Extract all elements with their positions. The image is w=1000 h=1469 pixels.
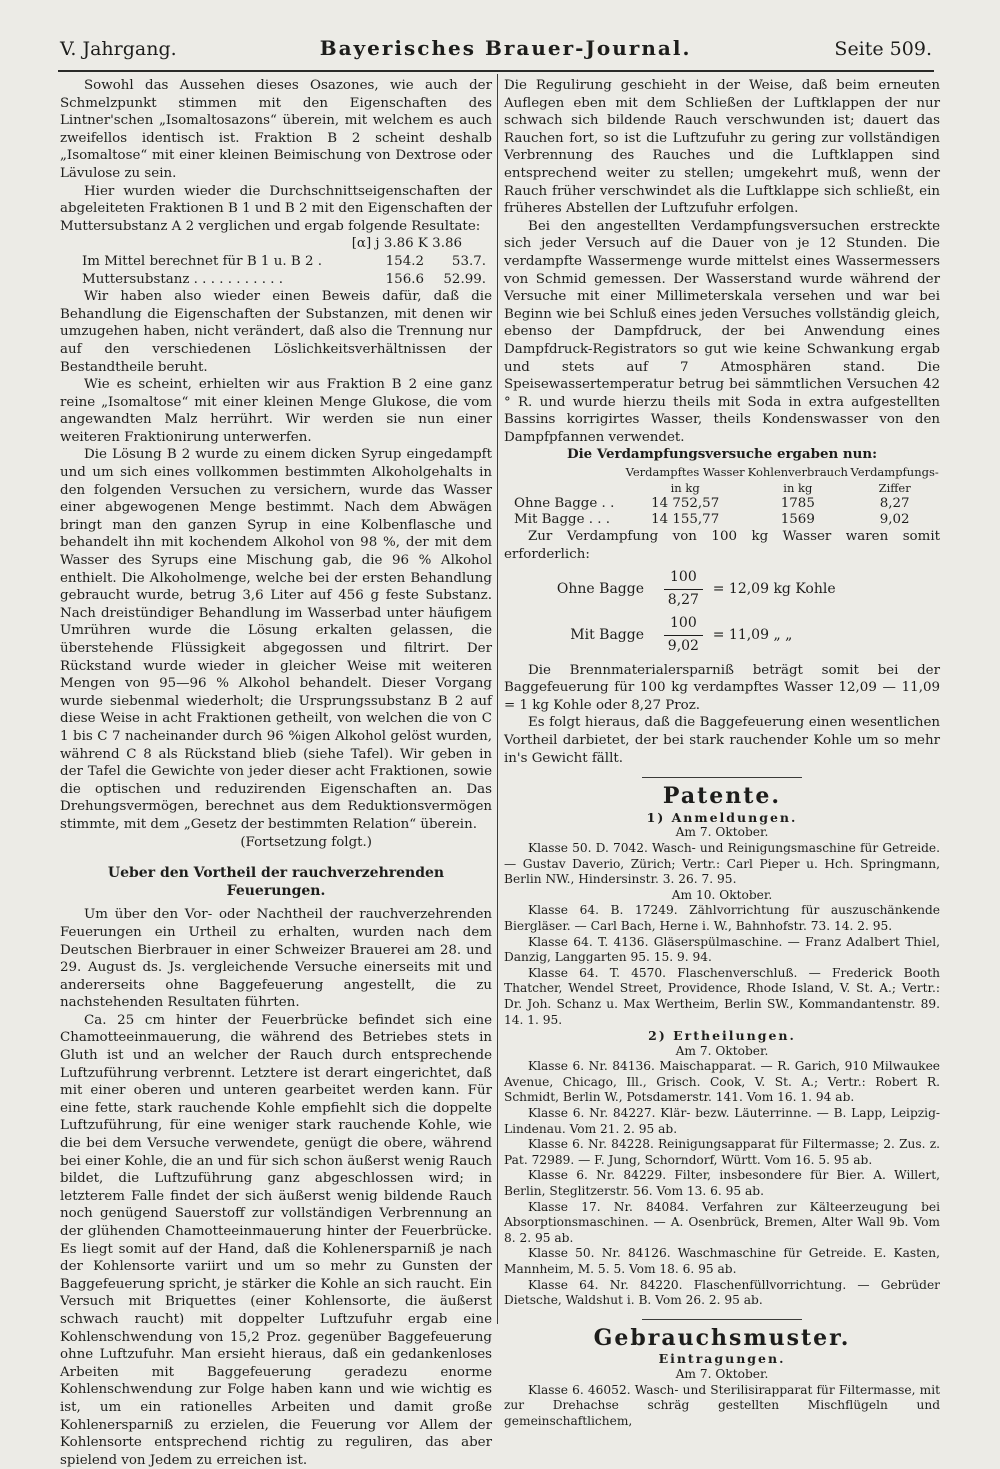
patent-entry: Klasse 6. Nr. 84228. Reinigungsapparat für Filtermasse; 2. Zus. z. Pat. 72989. — F. Jung, Schorndorf, Württ. Vom 16. 5. 95 ab.	[504, 1137, 940, 1167]
denominator: 8,27	[667, 591, 699, 608]
article-title: Ueber den Vortheil der rauchverzehrenden Feuerungen.	[107, 865, 445, 899]
table-row	[504, 512, 940, 528]
results-alpha: 156.6	[385, 271, 424, 287]
fraction	[664, 569, 703, 609]
page-header	[60, 36, 932, 66]
results-alpha: 154.2	[385, 253, 424, 269]
utility-models-heading: Gebrauchsmuster.	[593, 1324, 851, 1351]
results-row	[60, 253, 492, 271]
formula-label: Mit Bagge	[570, 626, 644, 643]
utility-models-section	[504, 1351, 940, 1429]
numerator: 100	[664, 569, 703, 590]
paragraph: Die Regulirung geschieht in der Weise, daß beim erneuten Auflegen eben mit dem Schließen der Luftklappen der nur schwach sich bildende Rauch verschwunden ist; dauert das Rauchen fort, so ist die Luftzufuhr zu gering zur vollständigen Verbrennung des Rauches und die Luftklappen sind entsprechend weiter zu stellen; umgekehrt muß, wenn der Rauch früher verschwindet als die Luftklappe sich schließt, ein früheres Abstellen der Luftzufuhr erfolgen.	[504, 78, 940, 217]
patent-entry: Klasse 50. Nr. 84126. Waschmaschine für Getreide. E. Kasten, Mannheim, M. 5. 5. Vom 18. 6. 95 ab.	[504, 1246, 940, 1276]
paragraph: Ca. 25 cm hinter der Feuerbrücke befindet sich eine Chamotteeinmauerung, die während des Betriebes stets in Gluth ist und an welcher der Rauch durch entsprechende Luftzuführung verbrennt. Letztere ist derart eingerichtet, daß mit einer oberen und unteren gearbeitet werden kann. Für eine fette, stark rauchende Kohle empfiehlt sich die doppelte Luftzuführung, für eine weniger stark rauchende Kohle, wie die bei dem Versuche verwendete, genügt die obere, während bei einer Kohle, die an und für sich schon äußerst wenig Rauch bildet, die Luftzuführung ganz abgeschlossen wird; in letzterem Falle findet der sich äußerst wenig bildende Rauch noch genügend Sauerstoff zur vollständigen Verbrennung an der glühenden Chamotteeinmauerung hinter der Feuerbrücke. Es liegt somit auf der Hand, daß die Kohlenersparniß je nach der Kohlensorte variirt und um so mehr zu Gunsten der Baggefeuerung spricht, je stärker die Kohle an sich raucht. Ein Versuch mit Briquettes (einer Kohlensorte, die äußerst schwach raucht) mit doppelter Luftzufuhr ergab eine Kohlenschwendung von 15,2 Proz. gegenüber Baggefeuerung ohne Luftzufuhr. Man ersieht hieraus, daß ein gedankenloses Arbeiten mit Baggefeuerung geradezu enorme Kohlenschwendung zur Folge haben kann und wie wichtig es ist, um ein rationelles Arbeiten und damit große Kohlenersparniß zu erzielen, die Feuerung vor Allem der Kohlensorte entsprechend richtig zu reguliren, das aber spielend von Jedem zu erreichen ist.	[60, 1012, 492, 1468]
patent-entry: Klasse 17. Nr. 84084. Verfahren zur Kälteerzeugung bei Absorptionsmaschinen. — A. Osenbrück, Bremen, Alter Wall 9b. Vom 8. 2. 95 ab.	[504, 1199, 940, 1245]
fraction	[664, 615, 703, 655]
applications-heading: 1) Anmeldungen.	[646, 809, 798, 825]
paragraph: Zur Verdampfung von 100 kg Wasser waren somit erforderlich:	[504, 529, 940, 562]
column-header: Verdampfungs-	[850, 465, 939, 480]
column-header: Ziffer	[878, 481, 911, 496]
patent-entry: Klasse 6. Nr. 84227. Klär- bezw. Läuterrinne. — B. Lapp, Leipzig-Lindenau. Vom 21. 2. 95 ab.	[504, 1106, 940, 1136]
continuation-note: (Fortsetzung folgt.)	[240, 834, 372, 850]
date-line: Am 7. Oktober.	[675, 825, 769, 840]
right-column	[504, 77, 940, 1429]
ratio-value: 8,27	[879, 496, 910, 512]
formula-result: = 12,09 kg Kohle	[712, 580, 836, 597]
grants-heading: 2) Ertheilungen.	[648, 1028, 796, 1044]
date-line: Am 7. Oktober.	[675, 1366, 769, 1381]
ratio-value: 9,02	[879, 512, 910, 528]
formula-label: Ohne Bagge	[556, 580, 644, 597]
coal-value: 1569	[780, 512, 815, 528]
formula-result: = 11,09 „ „	[712, 626, 793, 643]
numerator: 100	[664, 615, 703, 636]
section-divider	[642, 1319, 802, 1320]
patent-entry: Klasse 64. B. 17249. Zählvorrichtung für auszuschänkende Biergläser. — Carl Bach, Herne i. W., Bahnhofstr. 73. 14. 2. 95.	[504, 903, 940, 933]
paragraph: Es folgt hieraus, daß die Baggefeuerung einen wesentlichen Vortheil darbietet, der bei stark rauchender Kohle um so mehr in's Gewicht fällt.	[504, 715, 940, 766]
formula-with-bagge	[504, 615, 940, 655]
coal-value: 1785	[780, 496, 815, 512]
results-header: [α] j 3.86 K 3.86	[351, 236, 462, 252]
paragraph: Bei den angestellten Verdampfungsversuchen erstreckte sich jeder Versuch auf die Dauer von je 12 Stunden. Die verdampfte Wassermenge wurde mittelst eines Wassermessers von Schmid gemessen. Der Wasserstand wurde während der Versuche mit einer Millimeterskala versehen und war bei Beginn wie bei Schluß eines jeden Versuches vollständig gleich, ebenso der Dampfdruck, der bei Anwendung eines Dampfdruck-Registrators so gut wie keine Schwankung ergab und stets auf 7 Atmosphären stand. Die Speisewassertemperatur betrug bei sämmtlichen Versuchen 42 ° R. und wurde hierzu theils mit Soda in extra aufgestellten Bassins korrigirtes Wasser, theils Kondenswasser von den Dampfpfannen verwendet.	[504, 218, 940, 445]
paragraph: Um über den Vor- oder Nachtheil der rauchverzehrenden Feuerungen ein Urtheil zu erhalten, wurden nach dem Deutschen Bierbrauer in einer Schweizer Brauerei am 28. und 29. August ds. Js. vergleichende Versuche einerseits mit und andererseits ohne Baggefeuerung angestellt, die zu nachstehenden Resultaten führten.	[60, 907, 492, 1011]
paragraph: Die Lösung B 2 wurde zu einem dicken Syrup eingedampft und um sich eines vollkommen bestimmten Alkoholgehalts in den folgenden Versuchen zu versichern, wurde das Wasser einer abgewogenen Menge bestimmt. Nach dem Abwägen bringt man den ganzen Syrup in eine Kolbenflasche und behandelt ihn mit kochendem Alkohol von 98 %, der mit dem Wasser des Syrups eine Mischung gab, die 96 % Alkohol enthielt. Die Alkoholmenge, welche bei der ersten Behandlung gebraucht wurde, betrug 3,6 Liter auf 456 g feste Substanz. Nach dreistündiger Behandlung im Wasserbad unter häufigem Umrühren wurde die Lösung erkalten gelassen, die überstehende Flüssigkeit abgegossen und filtrirt. Der Rückstand wurde wieder in gleicher Weise mit weiteren Mengen von 95—96 % Alkohol behandelt. Dieser Vorgang wurde siebenmal wiederholt; die Ursprungssubstanz B 2 auf diese Weise in acht Fraktionen getheilt, von welchen die von C 1 bis C 7 nacheinander durch 96 %igen Alkohol gelöst wurden, während C 8 als Rückstand blieb (siehe Tafel). Wir geben in der Tafel die Gewichte von jeder dieser acht Fraktionen, sowie die optischen und reduzirenden Eigenschaften an. Das Drehungsvermögen, berechnet aus dem Reduktionsvermögen stimmte, mit dem „Gesetz der bestimmten Relation“ überein.	[60, 447, 492, 832]
column-header: Verdampftes Wasser	[625, 465, 745, 480]
paragraph: Wie es scheint, erhielten wir aus Fraktion B 2 eine ganz reine „Isomaltose“ mit einer kleinen Menge Glukose, die vom angewandten Malz herrührt. Wir werden sie nun einer weiteren Fraktionirung unterwerfen.	[60, 377, 492, 445]
paragraph: Sowohl das Aussehen dieses Osazones, wie auch der Schmelzpunkt stimmen mit den Eigenschaften des Lintner'schen „Isomaltosazons“ überein, mit welchem es auch zweifellos identisch ist. Fraktion B 2 scheint deshalb „Isomaltose“ mit einer kleinen Beimischung von Dextrose oder Lävulose zu sein.	[60, 78, 492, 181]
table-row	[504, 496, 940, 512]
column-divider	[497, 74, 498, 1324]
column-header: in kg	[783, 481, 813, 496]
left-column	[60, 77, 492, 1469]
volume-label: V. Jahrgang.	[60, 38, 177, 60]
patent-entry: Klasse 50. D. 7042. Wasch- und Reinigungsmaschine für Getreide. — Gustav Daverio, Zürich; Vertr.: Carl Pieper u. Hch. Springmann, Berlin NW., Hindersinstr. 3. 26. 7. 95.	[504, 840, 940, 887]
header-rule	[58, 70, 934, 72]
results-row	[60, 271, 492, 289]
water-value: 14 155,77	[651, 512, 720, 528]
paragraph: Die Brennmaterialersparniß beträgt somit bei der Baggefeuerung für 100 kg verdampftes Wasser 12,09 — 11,09 = 1 kg Kohle oder 8,27 Proz.	[504, 662, 940, 713]
paragraph: Wir haben also wieder einen Beweis dafür, daß die Behandlung die Eigenschaften der Substanzen, mit denen wir umzugehen haben, nicht verändert, daß also die Trennung nur auf den verschiedenen Löslichkeitsverhältnissen der Bestandtheile beruht.	[60, 289, 492, 375]
patent-entry: Klasse 64. T. 4570. Flaschenverschluß. — Frederick Booth Thatcher, Wendel Street, Providence, Rhode Island, V. St. A.; Vertr.: Dr. Joh. Schanz u. Max Wertheim, Berlin SW., Kommandantenstr. 89. 14. 1. 95.	[504, 965, 940, 1027]
paragraph: Hier wurden wieder die Durchschnittseigenschaften der abgeleiteten Fraktionen B 1 und B 2 mit den Eigenschaften der Muttersubstanz A 2 verglichen und ergab folgende Resultate:	[60, 183, 492, 234]
journal-title: Bayerisches Brauer-Journal.	[319, 36, 692, 60]
evaporation-table-title: Die Verdampfungsversuche ergaben nun:	[566, 446, 878, 463]
results-k: 52.99.	[443, 271, 486, 287]
section-divider	[642, 777, 802, 778]
formula-without-bagge	[504, 569, 940, 609]
patent-entry: Klasse 64. Nr. 84220. Flaschenfüllvorrichtung. — Gebrüder Dietsche, Waldshut i. B. Vom 26. 2. 95 ab.	[504, 1277, 940, 1308]
column-header: in kg	[670, 481, 700, 496]
date-line: Am 7. Oktober.	[675, 1043, 769, 1058]
results-label: Muttersubstanz . . . . . . . . . . .	[82, 271, 284, 287]
water-value: 14 752,57	[651, 496, 720, 512]
row-label: Mit Bagge . . .	[514, 512, 611, 528]
page-number: Seite 509.	[834, 38, 932, 60]
utility-model-entry: Klasse 6. 46052. Wasch- und Sterilisirapparat für Filtermasse, mit zur Drehachse schräg gestellten Mischflügeln und gemeinschaftlichem,	[504, 1382, 940, 1428]
date-line: Am 10. Oktober.	[671, 887, 773, 902]
results-k: 53.7.	[451, 253, 486, 269]
results-label: Im Mittel berechnet für B 1 u. B 2 .	[82, 253, 322, 269]
denominator: 9,02	[667, 638, 699, 655]
row-label: Ohne Bagge . .	[514, 496, 615, 512]
column-header: Kohlenverbrauch	[747, 465, 848, 480]
patent-entry: Klasse 6. Nr. 84229. Filter, insbesondere für Bier. A. Willert, Berlin, Steglitzerstr. 56. Vom 13. 6. 95 ab.	[504, 1168, 940, 1199]
patents-section	[504, 810, 940, 1309]
registrations-heading: Eintragungen.	[658, 1351, 786, 1367]
patents-heading: Patente.	[662, 783, 782, 810]
patent-entry: Klasse 64. T. 4136. Gläserspülmaschine. — Franz Adalbert Thiel, Danzig, Langgarten 95. 15. 9. 94.	[504, 934, 940, 965]
evaporation-table	[504, 464, 940, 528]
patent-entry: Klasse 6. Nr. 84136. Maischapparat. — R. Garich, 910 Milwaukee Avenue, Chicago, Ill., Grisch. Cook, V. St. A.; Vertr.: Robert R. Schmidt, Berlin W., Potsdamerstr. 141. Vom 16. 1. 94 ab.	[504, 1059, 940, 1105]
